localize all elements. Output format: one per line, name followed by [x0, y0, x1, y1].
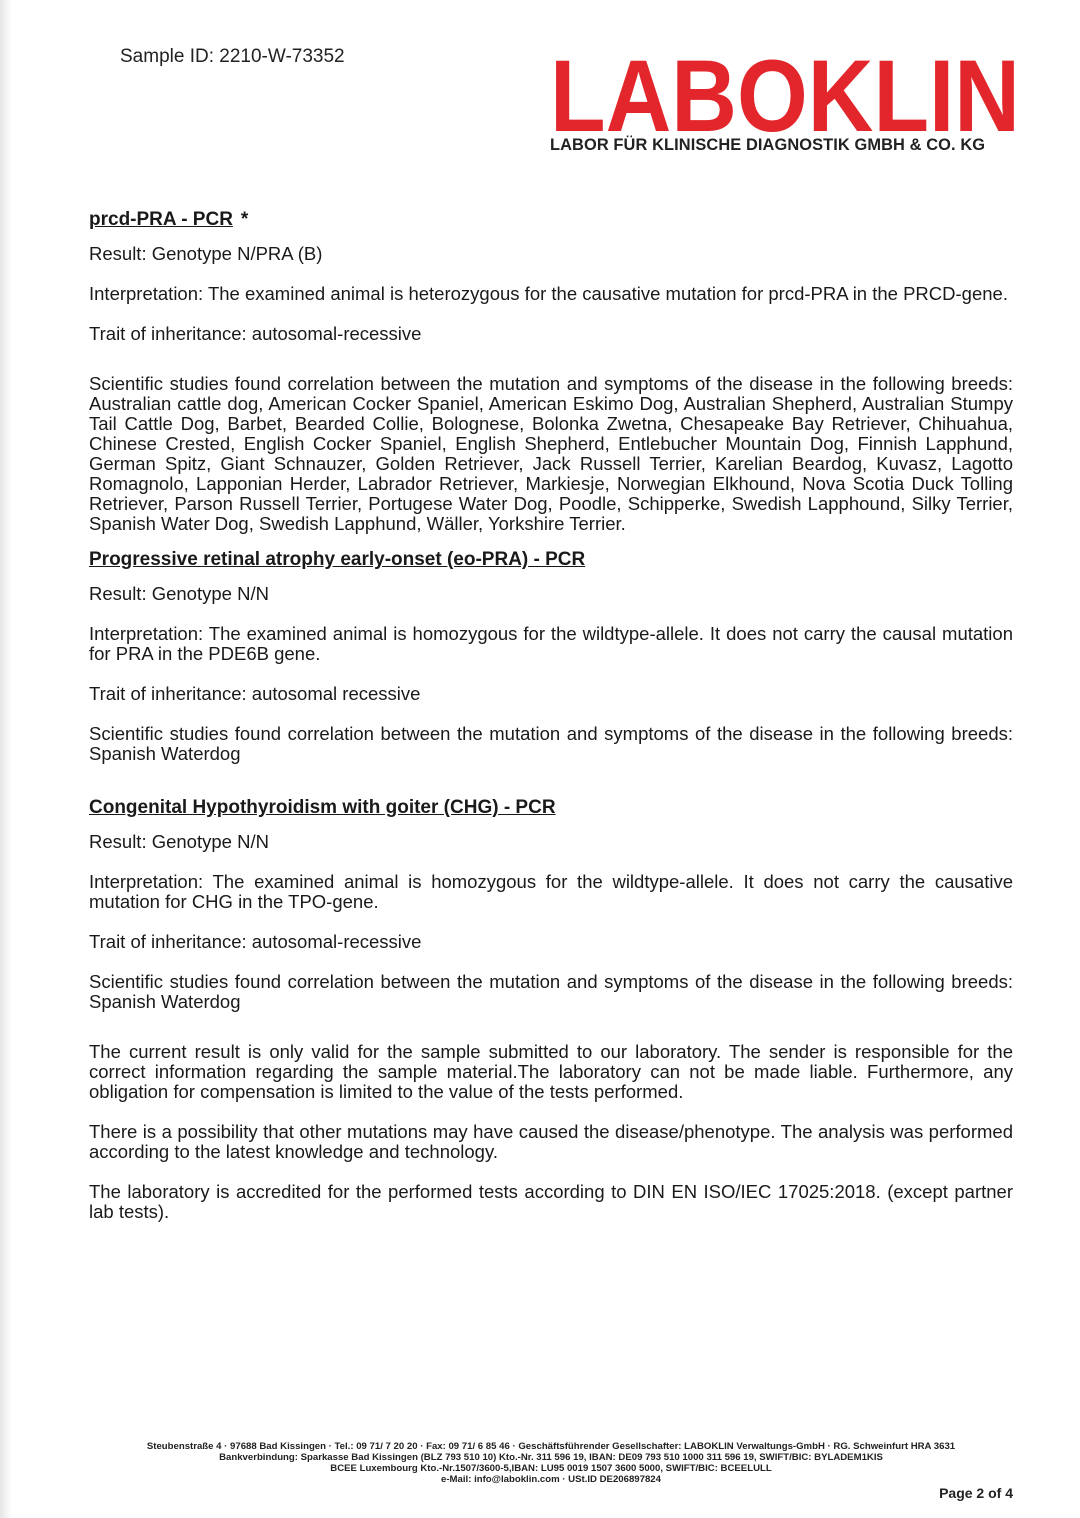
- test-section-prcd-pra: [89, 208, 1013, 534]
- section-title: Congenital Hypothyroidism with goiter (CHG) - PCR: [89, 797, 556, 818]
- inheritance-text: Trait of inheritance: autosomal-recessive: [89, 931, 422, 952]
- laboklin-logo: [548, 52, 1022, 162]
- logo-subtitle: LABOR FÜR KLINISCHE DIAGNOSTIK GMBH & CO. KG: [550, 136, 986, 154]
- result-line: Result: Genotype N/PRA (B): [89, 243, 323, 264]
- breeds-text: Scientific studies found correlation between the mutation and symptoms of the disease in the following breeds: Spanish Waterdog: [89, 723, 1013, 764]
- section-title-text: prcd-PRA - PCR: [89, 209, 233, 230]
- section-title: [89, 208, 1013, 232]
- interpretation-text: Interpretation: The examined animal is heterozygous for the causative mutation for prcd-PRA in the PRCD-gene.: [89, 283, 1008, 304]
- accreditation-marker: *: [240, 209, 249, 230]
- inheritance-text: Trait of inheritance: autosomal-recessive: [89, 323, 422, 344]
- footer-bank-line: Bankverbindung: Sparkasse Bad Kissingen (BLZ 793 510 10) Kto.-Nr. 311 596 19, IBAN: DE09 793 510 1000 311 596 19, SWIFT/BIC: BYLADEM1KIS: [219, 1452, 883, 1463]
- footer-bank-line-2: BCEE Luxembourg Kto.-Nr.1507/3600-5,IBAN: LU95 0019 1507 3600 5000, SWIFT/BIC: BCEELULL: [330, 1463, 772, 1474]
- result-line: Result: Genotype N/N: [89, 583, 269, 604]
- interpretation-text: Interpretation: The examined animal is homozygous for the wildtype-allele. It does not carry the causative mutation for CHG in the TPO-gene.: [89, 871, 1013, 912]
- report-body: [89, 208, 1013, 1222]
- mutation-disclaimer: There is a possibility that other mutations may have caused the disease/phenotype. The analysis was performed according to the latest knowledge and technology.: [89, 1121, 1013, 1162]
- company-footer: [90, 1441, 1012, 1485]
- breeds-text: Scientific studies found correlation between the mutation and symptoms of the disease in the following breeds: Spanish Waterdog: [89, 971, 1013, 1012]
- breeds-text: Scientific studies found correlation between the mutation and symptoms of the disease in the following breeds: Australian cattle dog, American Cocker Spaniel, American Eskimo Dog, Australian Shepherd, Australian Stumpy Tail Cattle Dog, Barbet, Bearded Collie, Bolognese, Bolonka Zwetna, Chesapeake Bay Retriever, Chihuahua, Chinese Crested, English Cocker Spaniel, English Shepherd, Entlebucher Mountain Dog, Finnish Lapphund, German Spitz, Giant Schnauzer, Golden Retriever, Jack Russell Terrier, Karelian Beardog, Kuvasz, Lagotto Romagnolo, Lapponian Herder, Labrador Retriever, Markiesje, Norwegian Elkhound, Nova Scotia Duck Tolling Retriever, Parson Russell Terrier, Portugese Water Dog, Poodle, Schipperke, Swedish Lapphound, Silky Terrier, Spanish Water Dog, Swedish Lapphund, Wäller, Yorkshire Terrier.: [89, 373, 1013, 534]
- footer-email-line: e-Mail: info@laboklin.com · USt.ID DE206897824: [441, 1474, 661, 1485]
- interpretation-text: Interpretation: The examined animal is homozygous for the wildtype-allele. It does not carry the causal mutation for PRA in the PDE6B gene.: [89, 623, 1013, 664]
- sample-id: Sample ID: 2210-W-73352: [120, 46, 345, 67]
- page-edge-shadow: [0, 0, 12, 1518]
- result-line: Result: Genotype N/N: [89, 831, 269, 852]
- laboklin-logo-wordmark: [548, 52, 1022, 136]
- page-number: Page 2 of 4: [939, 1485, 1013, 1501]
- test-section-chg: [89, 796, 1013, 1012]
- section-title: Progressive retinal atrophy early-onset (eo-PRA) - PCR: [89, 549, 586, 570]
- footer-address-line: Steubenstraße 4 · 97688 Bad Kissingen · Tel.: 09 71/ 7 20 20 · Fax: 09 71/ 6 85 46 · Geschäftsführender Gesellschafter: LABOKLIN Verwaltungs-GmbH · RG. Schweinfurt HRA 3631: [146, 1441, 956, 1452]
- validity-disclaimer: The current result is only valid for the sample submitted to our laboratory. The sender is responsible for the correct information regarding the sample material.The laboratory can not be made liable. Furthermore, any obligation for compensation is limited to the value of the tests performed.: [89, 1041, 1013, 1102]
- logo-wordmark-text: LABOKLIN: [550, 52, 1020, 136]
- test-section-eo-pra: [89, 548, 1013, 764]
- accreditation-note: The laboratory is accredited for the performed tests according to DIN EN ISO/IEC 17025:2018. (except partner lab tests).: [89, 1181, 1013, 1222]
- disclaimer-block: [89, 1042, 1013, 1222]
- inheritance-text: Trait of inheritance: autosomal recessive: [89, 683, 421, 704]
